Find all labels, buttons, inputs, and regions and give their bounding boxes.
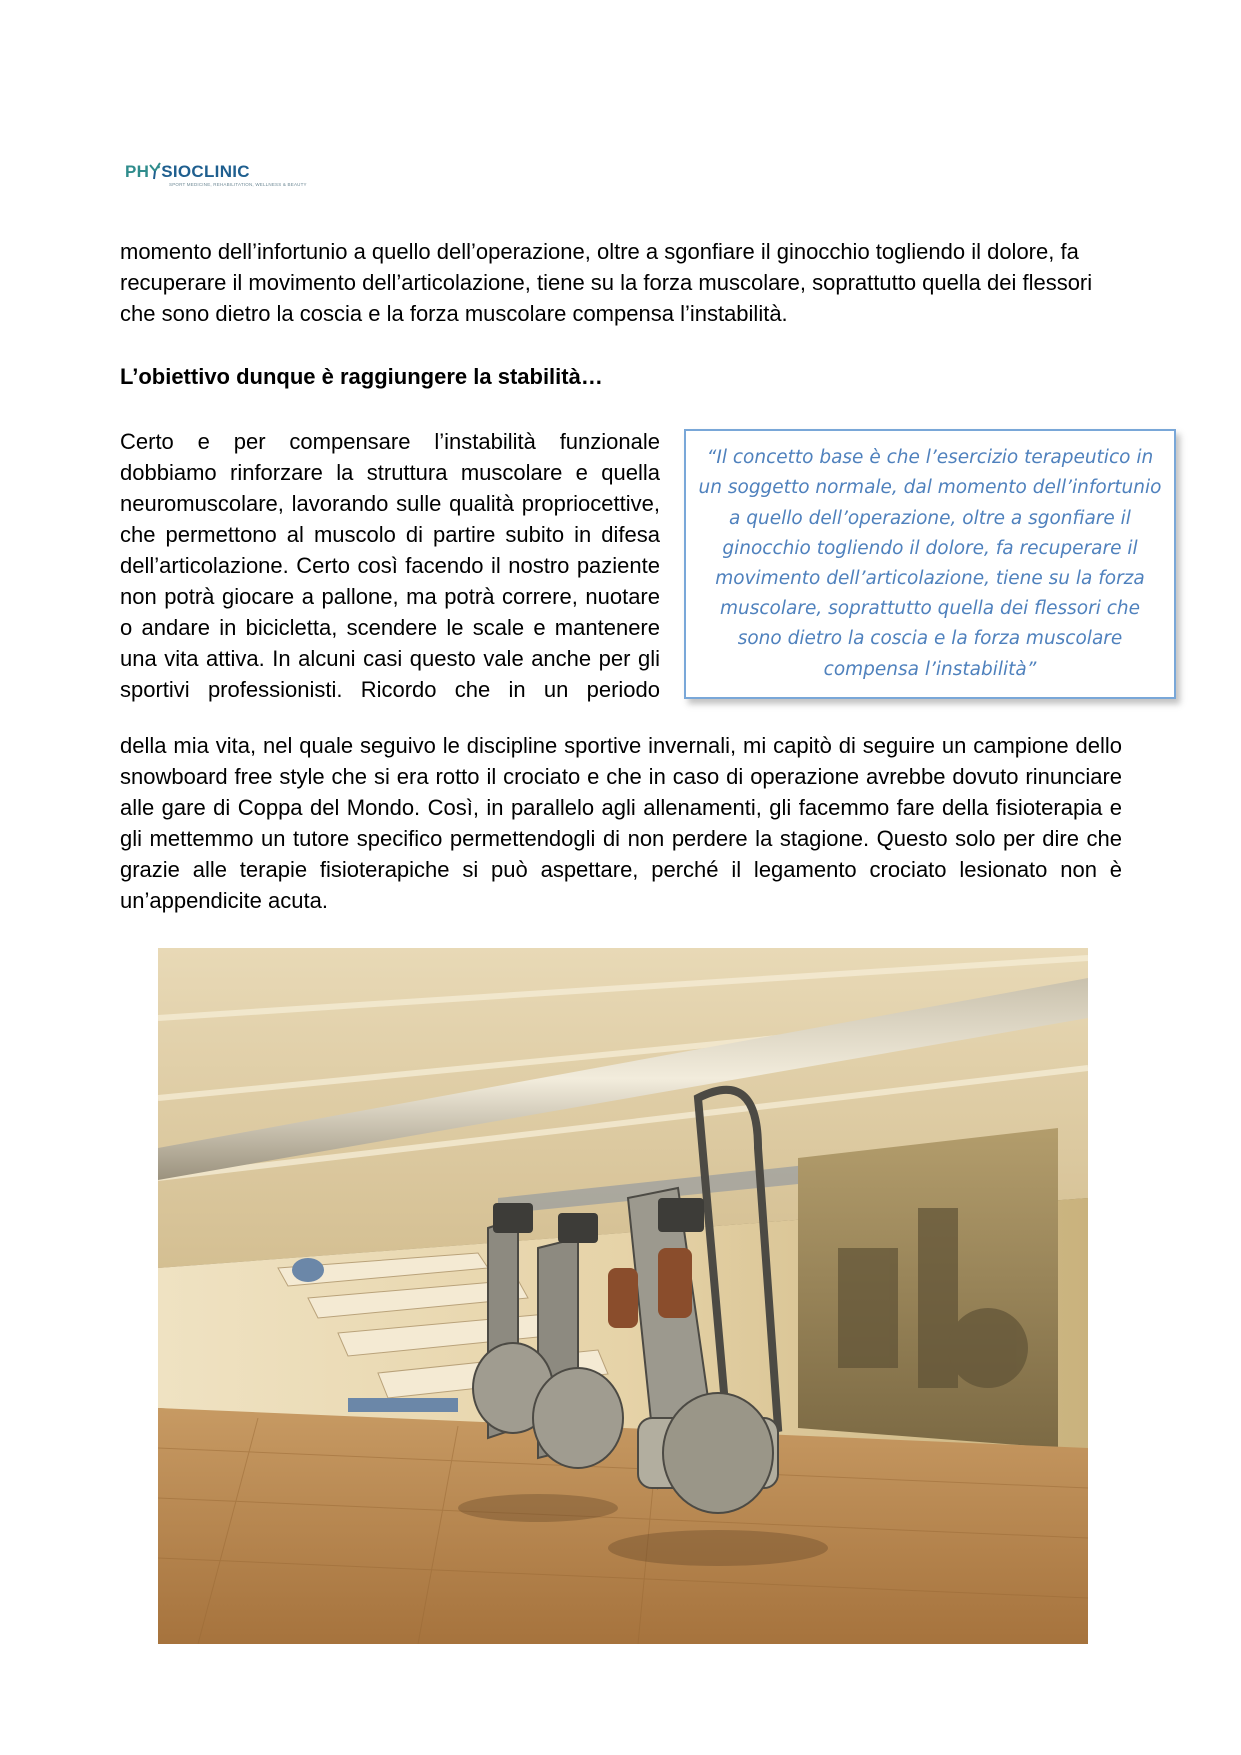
logo-text-clinic: CLINIC	[191, 162, 250, 181]
pull-quote-box	[684, 429, 1176, 699]
logo-text-sio: SIO	[161, 162, 192, 181]
paragraph-stability-continued: della mia vita, nel quale seguivo le discipline sportive invernali, mi capitò di seguire un campione dello snowboard free style che si era rotto il crociato e che in caso di operazione avrebbe dovuto rinunciare alle gare di Coppa del Mondo. Così, in parallelo agli allenamenti, gli facemmo fare della fisioterapia e gli mettemmo un tutore specifico permettendogli di non perdere la stagione. Questo solo per dire che grazie alle terapie fisioterapiche si può aspettare, perché il legamento crociato lesionato non è un’appendicite acuta.	[120, 733, 1122, 913]
gym-photo-illustration	[158, 948, 1088, 1644]
pull-quote-text: “Il concetto base è che l’esercizio terapeutico in un soggetto normale, dal momento dell’infortunio a quello dell’operazione, oltre a sgonfiare il ginocchio togliendo il dolore, fa recuperare il movimento dell’articolazione, tiene su la forza muscolare, soprattutto quella dei flessori che sono dietro la coscia e la forza muscolare compensa l’instabilità”	[698, 447, 1162, 680]
logo-wordmark	[125, 162, 250, 182]
physioclinic-logo	[125, 162, 307, 196]
paragraph-intro: momento dell’infortunio a quello dell’operazione, oltre a sgonfiare il ginocchio togliendo il dolore, fa recuperare il movimento dell’articolazione, tiene su la forza muscolare, soprattutto quella dei flessori che sono dietro la coscia e la forza muscolare compensa l’instabilità.	[120, 239, 1093, 326]
section-heading: L’obiettivo dunque è raggiungere la stabilità…	[120, 364, 603, 389]
gym-photo	[158, 948, 1088, 1644]
logo-figure-icon	[149, 162, 161, 180]
paragraph-stability-start: Certo e per compensare l’instabilità funzionale dobbiamo rinforzare la struttura muscolare e quella neuromuscolare, lavorando sulle qualità propriocettive, che permettono al muscolo di partire subito in difesa dell’articolazione. Certo così facendo il nostro paziente non potrà giocare a pallone, ma potrà correre, nuotare o andare in bicicletta, scendere le scale e mantenere una vita attiva. In alcuni casi questo vale anche per gli sportivi professionisti. Ricordo che in un periodo	[120, 429, 660, 702]
logo-tagline: SPORT MEDICINE, REHABILITATION, WELLNESS & BEAUTY	[169, 182, 307, 187]
logo-text-ph: PH	[125, 162, 150, 181]
